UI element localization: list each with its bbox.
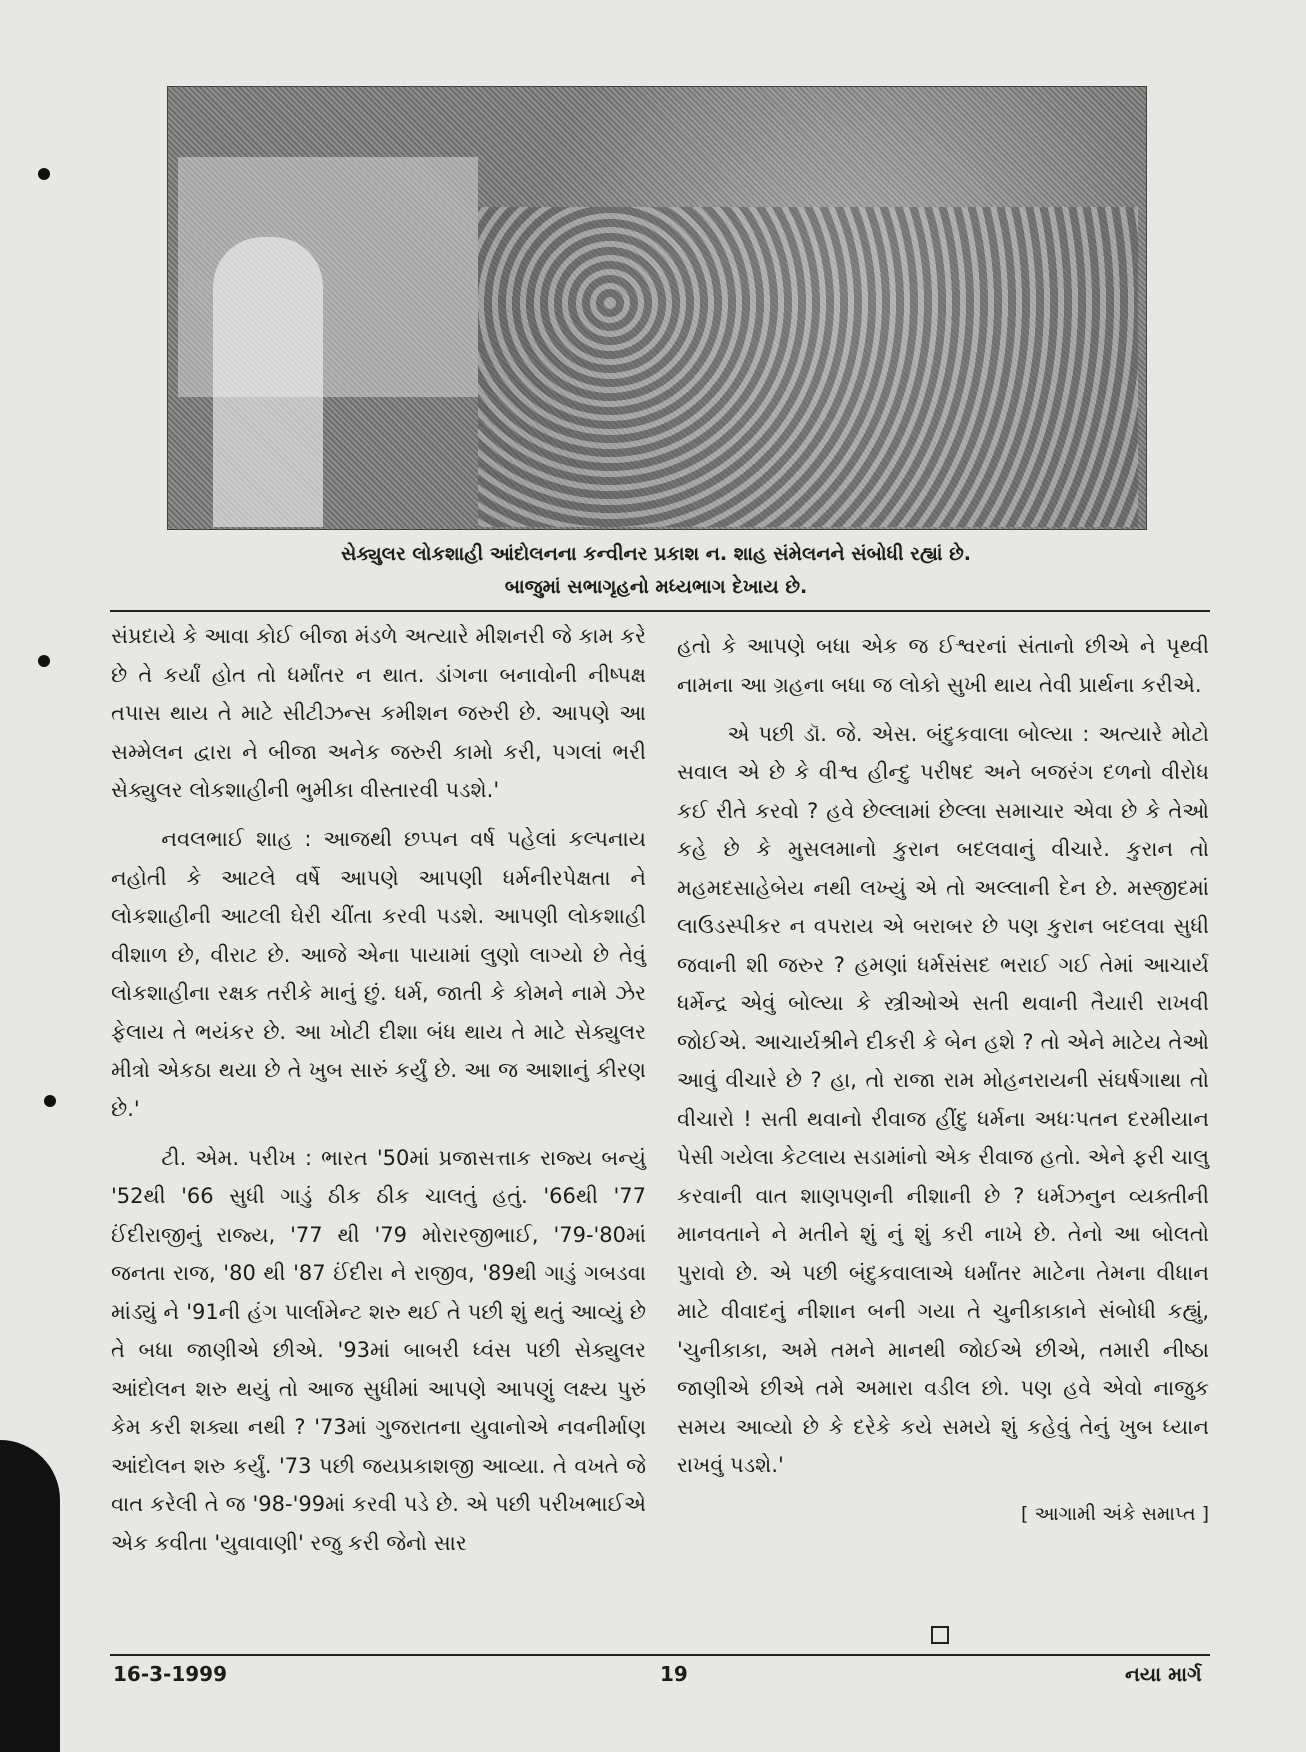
photo-caption-line1: સેક્યુલર લોકશાહી આંદોલનના કન્વીનર પ્રકાશ ન. શાહ સંમેલનને સંબોધી રહ્યાં છે. — [340, 543, 971, 565]
photo-caption-line2: બાજુમાં સભાગૃહનો મધ્યભાગ દેખાય છે. — [504, 576, 808, 598]
footer-rule — [110, 1654, 1210, 1656]
punch-hole-mark — [44, 1095, 56, 1107]
footer-page-number: 19 — [660, 1662, 688, 1686]
left-paragraph: નવલભાઈ શાહ : આજથી છપ્પન વર્ષ પહેલાં કલ્પનાય નહોતી કે આટલે વર્ષે આપણે આપણી ધર્મનીરપેક્ષતા ને લોકશાહીની આટલી ઘેરી ચીંતા કરવી પડશે. આપણી લોકશાહી વીશાળ છે, વીરાટ છે. આજે એના પાયામાં લુણો લાગ્યો છે તેવું લોકશાહીના રક્ષક તરીકે માનું છું. ધર્મ, જાતી કે કોમને નામે ઝેર ફેલાય તે ભયંકર છે. આ ખોટી દીશા બંધ થાય તે માટે સેક્યુલર મીત્રો એકઠા થયા છે તે ખુબ સારું કર્યું છે. આ જ આશાનું કીરણ છે.' — [111, 827, 646, 1121]
right-column — [677, 627, 1209, 1534]
punch-hole-mark — [38, 168, 50, 180]
left-column — [111, 617, 646, 1573]
right-paragraph: હતો કે આપણે બધા એક જ ઈશ્વરનાં સંતાનો છીએ ને પૃથ્વી નામના આ ગ્રહના બધા જ લોકો સુખી થાય તેવી પ્રાર્થના કરીએ. — [677, 634, 1209, 697]
photo-speaker — [213, 237, 323, 527]
photo-audience — [478, 207, 1138, 527]
edge-stain — [0, 1440, 60, 1752]
right-paragraph: એ પછી ડૉ. જે. એસ. બંદુકવાલા બોલ્યા : અત્યારે મોટો સવાલ એ છે કે વીશ્વ હીન્દુ પરીષદ અને બજરંગ દળનો વીરોધ કઈ રીતે કરવો ? હવે છેલ્લામાં છેલ્લા સમાચાર એવા છે કે તેઓ કહે છે કે મુસલમાનો કુરાન બદલવાનું વીચારે. કુરાન તો મહમદસાહેબેય નથી લખ્યું એ તો અલ્લાની દેન છે. મસ્જીદમાં લાઉડસ્પીકર ન વપરાય એ બરાબર છે પણ કુરાન બદલવા સુધી જવાની શી જરુર ? હમણાં ધર્મસંસદ ભરાઈ ગઈ તેમાં આચાર્ય ધર્મેન્દ્ર એવું બોલ્યા કે સ્ત્રીઓએ સતી થવાની તૈયારી રાખવી જોઈએ. આચાર્યશ્રીને દીકરી કે બેન હશે ? તો એને માટેય તેઓ આવું વીચારે છે ? હા, તો રાજા રામ મોહનરાયની સંઘર્ષગાથા તો વીચારો ! સતી થવાનો રીવાજ હીંદુ ધર્મના અધઃપતન દરમીયાન પેસી ગયેલા કેટલાય સડામાંનો એક રીવાજ હતો. એને ફરી ચાલુ કરવાની વાત શાણપણની નીશાની છે ? ધર્મઝનુન વ્યક્તીની માનવતાને ને મતીને શું નું શું કરી નાખે છે. તેનો આ બોલતો પુરાવો છે. એ પછી બંદુકવાલાએ ધર્માંતર માટેના તેમના વીધાન માટે વીવાદનું નીશાન બની ગયા તે ચુનીકાકાને સંબોધી કહ્યું, 'ચુનીકાકા, અમે તમને માનથી જોઈએ છીએ, તમારી નીષ્ઠા જાણીએ છીએ તમે અમારા વડીલ છો. પણ હવે એવો નાજુક સમય આવ્યો છે કે દરેકે કયે સમયે શું કહેવું તેનું ખુબ ધ્યાન રાખવું પડશે.' — [677, 721, 1209, 1477]
end-of-article-square — [931, 1626, 949, 1644]
left-paragraph: સંપ્રદાયે કે આવા કોઈ બીજા મંડળે અત્યારે મીશનરી જે કામ કરે છે તે કર્યાં હોત તો ધર્માંતર ન થાત. ડાંગના બનાવોની નીષ્પક્ષ તપાસ થાય તે માટે સીટીઝન્સ કમીશન જરુરી છે. આપણે આ સમ્મેલન દ્વારા ને બીજા અનેક જરુરી કામો કરી, પગલાં ભરી સેક્યુલર લોકશાહીની ભુમીકા વીસ્તારવી પડશે.' — [111, 624, 646, 802]
event-photo — [167, 86, 1147, 530]
header-rule — [110, 610, 1210, 612]
punch-hole-mark — [38, 655, 50, 667]
footer-publication-name: નયા માર્ગ — [1125, 1662, 1202, 1686]
footer-date: 16-3-1999 — [113, 1662, 228, 1686]
left-paragraph: ટી. એમ. પરીખ : ભારત '50માં પ્રજાસત્તાક રાજ્ય બન્યું '52થી '66 સુધી ગાડું ઠીક ઠીક ચાલતું હતું. '66થી '77 ઈંદીરાજીનું રાજ્ય, '77 થી '79 મોરારજીભાઈ, '79-'80માં જનતા રાજ, '80 થી '87 ઈંદીરા ને રાજીવ, '89થી ગાડું ગબડવા માંડ્યું ને '91ની હંગ પાર્લામેન્ટ શરુ થઈ તે પછી શું થતું આવ્યું છે તે બધા જાણીએ છીએ. '93માં બાબરી ધ્વંસ પછી સેક્યુલર આંદોલન શરુ થયું તો આજ સુધીમાં આપણે આપણું લક્ષ્ય પુરું કેમ કરી શક્યા નથી ? '73માં ગુજરાતના યુવાનોએ નવનીર્માણ આંદોલન શરુ કર્યું. '73 પછી જયપ્રકાશજી આવ્યા. તે વખતે જે વાત કરેલી તે જ '98-'99માં કરવી પડે છે. એ પછી પરીખભાઈએ એક કવીતા 'યુવાવાણી' રજુ કરી જેનો સાર — [111, 1145, 646, 1555]
continued-note: [ આગામી અંકે સમાપ્ત ] — [1021, 1503, 1209, 1525]
